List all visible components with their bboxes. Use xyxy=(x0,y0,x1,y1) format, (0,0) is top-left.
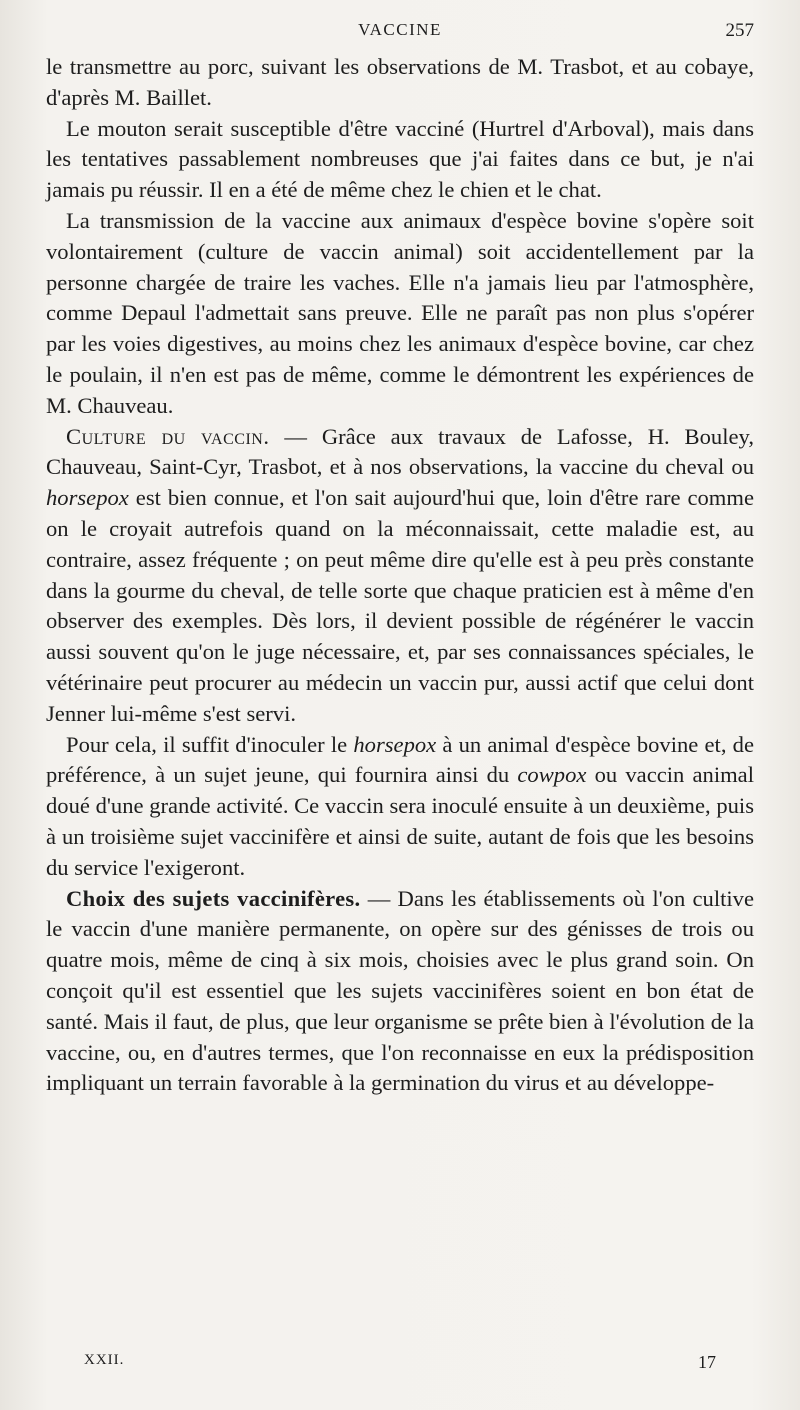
paragraph-3-text: La transmission de la vaccine aux animaux d'espèce bovine s'opère soit volontairement (culture de vaccin animal) soit accidentellement par la personne chargée de traire les vaches. Elle n'a jamais lieu par l'atmosphère, comme Depaul l'admettait sans preuve. Elle ne paraît pas non plus s'opérer par les voies digestives, au moins chez les animaux d'espèce bovine, car chez le poulain, il n'en est pas de même, comme le démontrent les expériences de M. Chauveau. xyxy=(46,207,754,418)
paragraph-5 xyxy=(46,730,754,884)
paragraph-1 xyxy=(46,52,754,114)
paragraph-4 xyxy=(46,422,754,730)
section-lead-culture: Culture du vaccin. xyxy=(66,423,270,449)
term-horsepox: horsepox xyxy=(46,485,129,511)
signature-mark: XXII. xyxy=(84,1352,125,1368)
running-header xyxy=(46,18,754,48)
paragraph-4-text-a: — Grâce aux travaux de Lafosse, H. Bouley, Chauveau, Saint-Cyr, Trasbot, et à nos observations, la vaccine du cheval ou xyxy=(46,423,754,480)
section-heading-choix: Choix des sujets vaccinifères. xyxy=(66,885,361,911)
paragraph-5-text-b: à un animal d'espèce bovine et, de préférence, à un sujet jeune, qui fournira ainsi du xyxy=(46,731,754,788)
paragraph-1-text: le transmettre au porc, suivant les observations de M. Trasbot, et au cobaye, d'après M. Baillet. xyxy=(46,54,754,110)
paragraph-6 xyxy=(46,884,754,1100)
sheet-number: 17 xyxy=(698,1352,716,1372)
page-number: 257 xyxy=(725,20,754,41)
term-horsepox-2: horsepox xyxy=(353,731,437,757)
paragraph-6-text: — Dans les établissements où l'on cultive le vaccin d'une manière permanente, on opère sur des génisses de trois ou quatre mois, même de cinq à six mois, choisies avec le plus grand soin. On conçoit qu'il est essentiel que les sujets vaccinifères soient en bon état de santé. Mais il faut, de plus, que leur organisme se prête bien à l'évolution de la vaccine, ou, en d'autres termes, que l'on reconnaisse en eux la prédisposition impliquant un terrain favorable à la germination du virus et au développe- xyxy=(46,885,754,1096)
paragraph-2 xyxy=(46,114,754,206)
paragraph-2-text: Le mouton serait susceptible d'être vacciné (Hurtrel d'Arboval), mais dans les tentatives passablement nombreuses que j'ai faites dans ce but, je n'ai jamais pu réussir. Il en a été de même chez le chien et le chat. xyxy=(46,115,754,203)
paragraph-3 xyxy=(46,206,754,422)
running-title: VACCINE xyxy=(358,20,442,39)
body-text xyxy=(46,52,754,1099)
paragraph-4-text-b: est bien connue, et l'on sait aujourd'hui que, loin d'être rare comme on le croyait autrefois quand on la méconnaissait, cette maladie est, au contraire, assez fréquente ; on peut même dire qu'elle est à peu près constante dans la gourme du cheval, de telle sorte que chaque praticien est à même d'en observer des exemples. Dès lors, il devient possible de régénérer le vaccin aussi souvent qu'on le juge nécessaire, et, par ses connaissances spéciales, le vétérinaire peut procurer au médecin un vaccin pur, aussi actif que celui dont Jenner lui-même s'est servi. xyxy=(46,485,754,726)
paragraph-5-text-c: ou vaccin animal doué d'une grande activité. Ce vaccin sera inoculé ensuite à un deuxième, puis à un troisième sujet vaccinifère et ainsi de suite, autant de fois que les besoins du service l'exigeront. xyxy=(46,762,754,880)
paragraph-5-text-a: Pour cela, il suffit d'inoculer le xyxy=(66,731,354,757)
term-cowpox: cowpox xyxy=(517,762,587,788)
